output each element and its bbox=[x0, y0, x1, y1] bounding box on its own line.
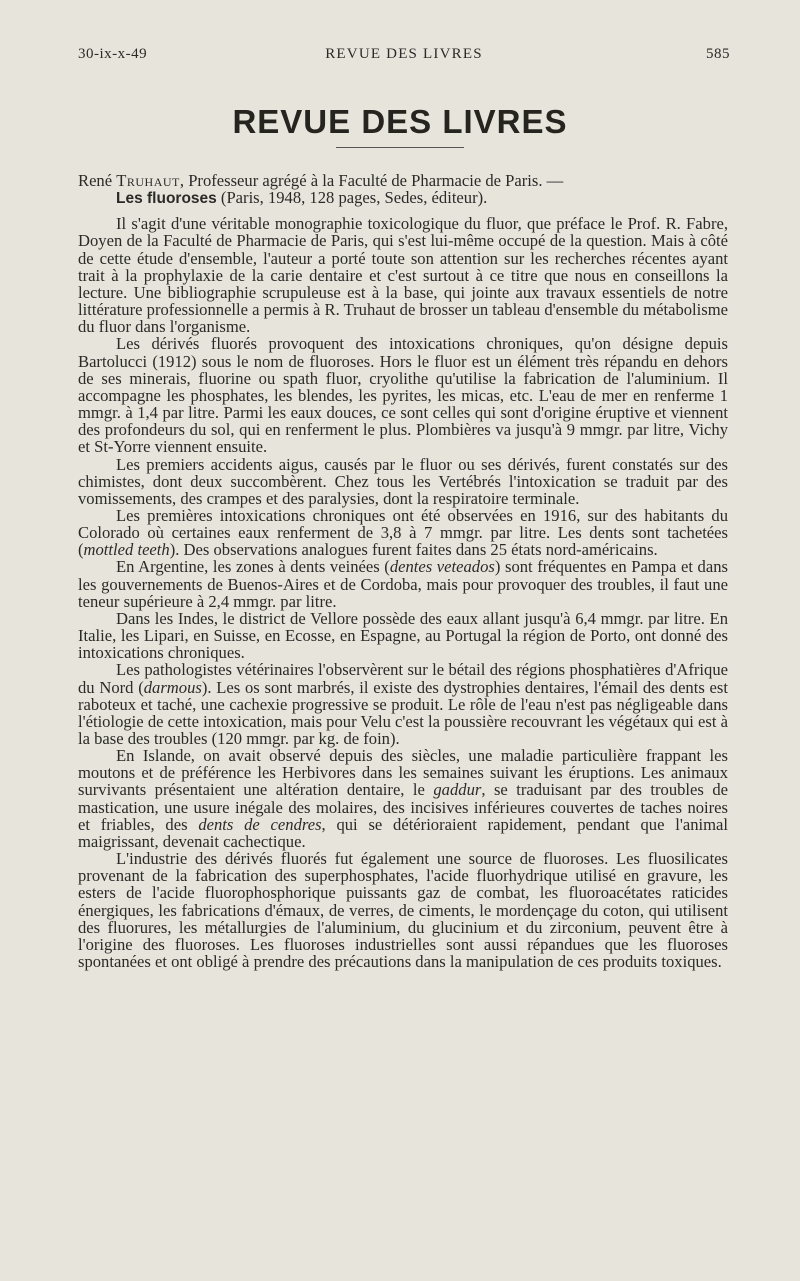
title-rule bbox=[336, 147, 464, 148]
paragraph-8-text-end: , qui se détérioraient rapidement, pendant que l'animal maigrissant, devenait cachectique. bbox=[78, 814, 728, 851]
paragraph-4-text-end: ). Des observations analogues furent faites dans 25 états nord-américains. bbox=[169, 540, 658, 560]
paragraph-5-text-end: ) sont fréquentes en Pampa et dans les gouvernements de Buenos-Aires et de Cordoba, mais pour provoquer des troubles, il faut une teneur supérieure à 2,4 mmgr. par litre. bbox=[78, 557, 728, 611]
header-journal: REVUE DES LIVRES bbox=[325, 46, 483, 62]
book-title: Les fluoroses bbox=[116, 190, 217, 208]
paragraph-8 bbox=[78, 747, 728, 850]
paragraph-1: Il s'agit d'une véritable monographie toxicologique du fluor, que préface le Prof. R. Fabre, Doyen de la Faculté de Pharmacie de Paris, qui s'est lui-même occupé de la question. Mais à côté de cette étude d'ensemble, l'auteur a porté toute son attention sur les recherches récentes ayant trait à la prophylaxie de la carie dentaire et c'est surtout à ce titre que nous en conseillons la lecture. Une bibliographie scrupuleuse est à la base, qui jointe aux travaux essentiels de notre littérature professionnelle a permis à R. Truhaut de brosser un tableau d'ensemble du métabolisme du fluor dans l'organisme. bbox=[78, 214, 728, 337]
paragraph-9: L'industrie des dérivés fluorés fut également une source de fluoroses. Les fluosilicates provenant de la fabrication des superphosphates, l'acide fluorhydrique utilisé en gravure, les esters de l'acide fluorophosphorique puissants gaz de combat, les fluoroacétates raticides énergiques, les fabrications d'émaux, de verres, de ciments, le mordençage du coton, qui utilisent des fluorures, les métallurgies de l'aluminium, du glucinium et du zirconium, peuvent être à l'origine des fluoroses. Les fluoroses industrielles sont aussi répandues que les fluoroses spontanées et ont obligé à prendre des précautions dans la manipulation de ces produits toxiques. bbox=[78, 849, 728, 972]
page-number: 585 bbox=[706, 46, 730, 62]
paragraph-8-italic-2: dents de cendres bbox=[198, 814, 322, 834]
paragraph-5-italic: dentes veteados bbox=[389, 557, 495, 577]
paragraph-4 bbox=[78, 507, 728, 558]
paragraph-3: Les premiers accidents aigus, causés par le fluor ou ses dérivés, furent constatés sur des chimistes, dont deux succombèrent. Chez tous les Vertébrés l'intoxication se traduit par des vomissements, des crampes et des paralysies, dont la respiratoire terminale. bbox=[78, 454, 728, 508]
paragraph-7 bbox=[78, 661, 728, 747]
header-date: 30-ix-x-49 bbox=[78, 46, 148, 62]
paragraph-2: Les dérivés fluorés provoquent des intoxications chroniques, qu'on désigne depuis Bartolucci (1912) sous le nom de fluoroses. Hors le fluor est un élément très répandu en dehors de ses minerais, fluorine ou spath fluor, cryolithe qu'utilise la fabrication de l'aluminium. Il accompagne les phosphates, les blendes, les pyrites, les micas, etc. L'eau de mer en renferme 1 mmgr. à 1,4 par litre. Parmi les eaux douces, ce sont celles qui sont d'origine éruptive et viennent des profondeurs du sol, qui en renferment le plus. Plombières va jusqu'à 9 mmgr. par litre, Vichy et St-Yorre viennent ensuite. bbox=[78, 334, 728, 457]
author-last-name: Truhaut bbox=[116, 171, 180, 190]
paragraph-7-text-end: ). Les os sont marbrés, il existe des dystrophies dentaires, l'émail des dents est raboteux et taché, une cachexie progressive se produit. Le rôle de l'eau n'est pas négligeable dans l'étiologie de cette intoxication, mais pour Velu c'est la poussière recouvrant les végétaux qui est à la base des troubles (120 mmgr. par kg. de foin). bbox=[78, 677, 728, 748]
paragraph-7-text: Les pathologistes vétérinaires l'observèrent sur le bétail des régions phosphatières d'Afrique du Nord ( bbox=[78, 660, 728, 697]
paragraph-4-italic: mottled teeth bbox=[83, 540, 170, 560]
paragraph-8-text: En Islande, on avait observé depuis des siècles, une maladie particulière frappant les moutons et de préférence les Herbivores dans les semaines suivant les éruptions. Les animaux survivants présentaient une altération dentaire, le bbox=[78, 746, 728, 800]
page-title: REVUE DES LIVRES bbox=[232, 103, 568, 140]
paragraph-8-text-mid: , se traduisant par des troubles de mastication, une usure inégale des molaires, des incisives inférieures couvertes de taches noires et friables, des bbox=[78, 780, 728, 834]
paragraph-5 bbox=[78, 558, 728, 609]
paragraph-4-text: Les premières intoxications chroniques ont été observées en 1916, sur des habitants du Colorado où certaines eaux renferment de 3,8 à 7 mmgr. par litre. Les dents sont tachetées ( bbox=[78, 505, 728, 560]
article-body bbox=[78, 172, 728, 970]
book-details: (Paris, 1948, 128 pages, Sedes, éditeur). bbox=[216, 188, 488, 208]
paragraph-6: Dans les Indes, le district de Vellore possède des eaux allant jusqu'à 6,4 mmgr. par litre. En Italie, les Lipari, en Suisse, en Ecosse, en Espagne, au Portugal la région de Porto, ont donné des intoxications chroniques. bbox=[78, 608, 728, 663]
running-header bbox=[78, 46, 730, 68]
author-first-name: René bbox=[78, 171, 117, 190]
paragraph-8-italic-1: gaddur bbox=[433, 780, 482, 800]
book-reference bbox=[78, 172, 728, 207]
paragraph-5-text: En Argentine, les zones à dents veinées ( bbox=[116, 557, 390, 577]
author-role: , Professeur agrégé à la Faculté de Pharmacie de Paris. — bbox=[179, 171, 564, 190]
paragraph-7-italic: darmous bbox=[143, 677, 202, 697]
